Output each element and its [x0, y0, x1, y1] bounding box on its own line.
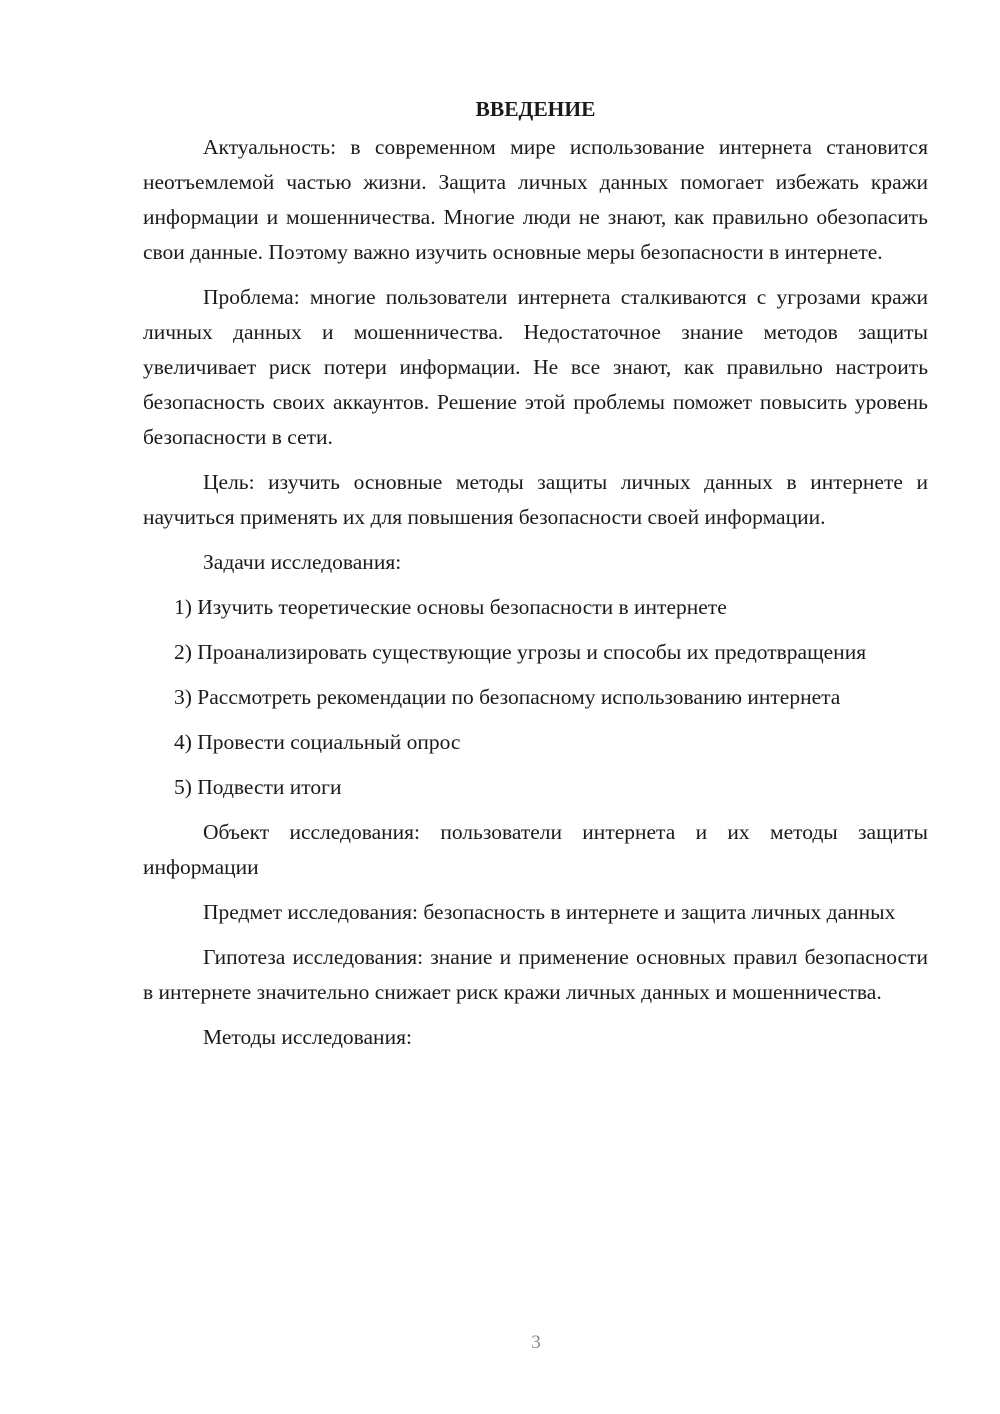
task-item-2: 2) Проанализировать существующие угрозы и способы их предотвращения	[174, 640, 867, 664]
document-page	[143, 92, 928, 1065]
tasks-heading: Задачи исследования:	[203, 550, 402, 574]
methods-heading: Методы исследования:	[203, 1025, 412, 1049]
task-item-1: 1) Изучить теоретические основы безопасности в интернете	[174, 595, 727, 619]
page-number: 3	[531, 1332, 541, 1353]
task-item-4: 4) Провести социальный опрос	[174, 730, 461, 754]
task-item-3: 3) Рассмотреть рекомендации по безопасному использованию интернета	[174, 685, 841, 709]
task-item-5: 5) Подвести итоги	[174, 775, 342, 799]
paragraph-goal: Цель: изучить основные методы защиты личных данных в интернете и научиться применять их для повышения безопасности своей информации.	[143, 470, 928, 529]
paragraph-relevance: Актуальность: в современном мире использование интернета становится неотъемлемой частью жизни. Защита личных данных помогает избежать кражи информации и мошенничества. Многие люди не знают, как правильно обезопасить свои данные. Поэтому важно изучить основные меры безопасности в интернете.	[143, 135, 928, 264]
paragraph-subject: Предмет исследования: безопасность в интернете и защита личных данных	[203, 900, 896, 924]
paragraph-hypothesis: Гипотеза исследования: знание и применение основных правил безопасности в интернете значительно снижает риск кражи личных данных и мошенничества.	[143, 945, 928, 1004]
section-title: ВВЕДЕНИЕ	[475, 97, 596, 121]
paragraph-object: Объект исследования: пользователи интернета и их методы защиты информации	[143, 820, 928, 879]
paragraph-problem: Проблема: многие пользователи интернета сталкиваются с угрозами кражи личных данных и мошенничества. Недостаточное знание методов защиты увеличивает риск потери информации. Не все знают, как правильно настроить безопасность своих аккаунтов. Решение этой проблемы поможет повысить уровень безопасности в сети.	[143, 285, 928, 449]
